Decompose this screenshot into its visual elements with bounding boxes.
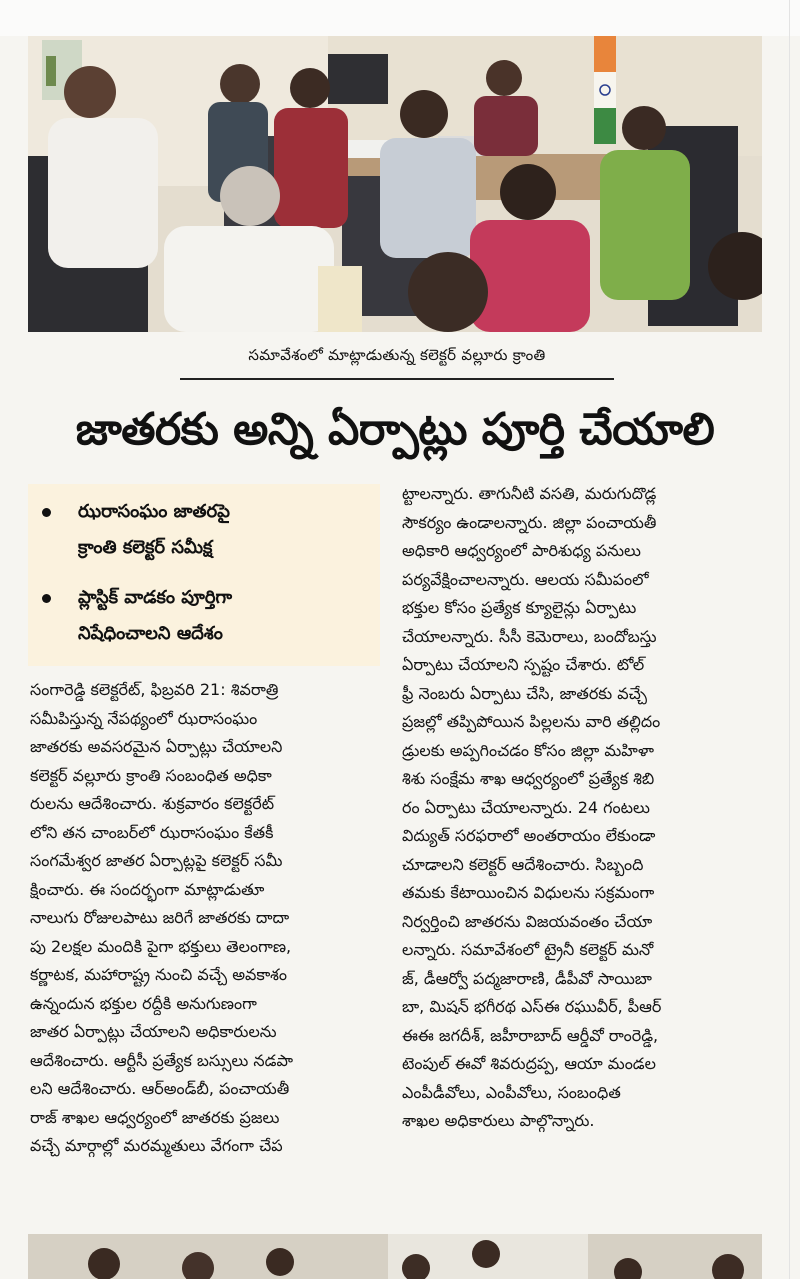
- body-line: డ్రులకు అప్పగించడం కోసం జిల్లా మహిళా: [402, 740, 654, 760]
- highlight-line: క్రాంతి కలెక్టర్ సమీక్ష: [78, 537, 213, 558]
- body-line: ఆదేశించారు. ఆర్టీసీ ప్రత్యేక బస్సులు నడపా: [30, 1050, 293, 1070]
- body-line: వచ్చే మార్గాల్లో మరమ్మతులు వేగంగా చేప: [30, 1136, 283, 1155]
- body-line: అధికారి ఆధ్వర్యంలో పారిశుధ్య పనులు: [402, 541, 641, 560]
- highlight-line: నిషేధించాలని ఆదేశం: [78, 623, 223, 644]
- body-line: బా, మిషన్ భగీరథ ఎస్ఈ రఘువీర్, పీఆర్: [402, 997, 662, 1016]
- body-line: నిర్వర్తించి జాతరను విజయవంతం చేయా: [402, 911, 653, 931]
- bullet-icon: [42, 594, 51, 603]
- body-line: ట్టాలన్నారు. తాగునీటి వసతి, మరుగుదొడ్ల: [402, 484, 657, 503]
- highlight-line: ప్లాస్టిక్ వాడకం పూర్తిగా: [78, 587, 233, 608]
- body-line: ఏర్పాటు చేయాలని స్పష్టం చేశారు. టోల్: [402, 655, 645, 674]
- bullet-icon: [42, 508, 51, 517]
- body-line: పర్యవేక్షించాలన్నారు. ఆలయ సమీపంలో: [402, 569, 649, 589]
- body-line: సౌకర్యం ఉండాలన్నారు. జిల్లా పంచాయతీ: [402, 512, 657, 532]
- body-line: నాలుగు రోజులపాటు జరిగే జాతరకు దాదా: [30, 908, 290, 927]
- body-line: చూడాలని కలెక్టర్ ఆదేశించారు. సిబ్బంది: [402, 854, 644, 874]
- body-line: రం ఏర్పాటు చేయాలన్నారు. 24 గంటలు: [402, 797, 650, 817]
- body-line: ఉన్నందున భక్తుల రద్దీకి అనుగుణంగా: [30, 993, 257, 1013]
- body-line: చేయాలన్నారు. సీసీ కెమెరాలు, బందోబస్తు: [402, 626, 657, 646]
- page-top-margin: [0, 0, 800, 36]
- second-meeting-photo: [28, 1234, 762, 1279]
- body-line: ఫ్రీ నెంబరు ఏర్పాటు చేసి, జాతరకు వచ్చే: [402, 683, 648, 703]
- body-line: లన్నారు. సమావేశంలో ట్రైనీ కలెక్టర్ మనో: [402, 940, 654, 959]
- body-line: టెంపుల్ ఈవో శివరుద్రప్ప, ఆయా మండల: [402, 1054, 656, 1073]
- body-line: సంగమేశ్వర జాతర ఏర్పాట్లపై కలెక్టర్ సమీ: [30, 851, 283, 870]
- body-line: లని ఆదేశించారు. ఆర్‌అండ్‌బీ, పంచాయతీ: [30, 1079, 290, 1098]
- body-line: సమీపిస్తున్న నేపథ్యంలో ఝరాసంఘం: [30, 708, 258, 728]
- body-line: క్షించారు. ఈ సందర్భంగా మాట్లాడుతూ: [30, 879, 265, 899]
- body-line: రాజ్ శాఖల ఆధ్వర్యంలో జాతరకు ప్రజలు: [30, 1107, 280, 1127]
- column-rule: [789, 0, 790, 1279]
- meeting-photo: [28, 36, 762, 332]
- body-line: జాతర ఏర్పాట్లు చేయాలని అధికారులను: [30, 1022, 277, 1041]
- body-line: విద్యుత్ సరఫరాలో అంతరాయం లేకుండా: [402, 826, 656, 845]
- body-line: కర్ణాటక, మహారాష్ట్ర నుంచి వచ్చే అవకాశం: [30, 965, 287, 984]
- headline: జాతరకు అన్ని ఏర్పాట్లు పూర్తి చేయాలి: [75, 404, 715, 455]
- body-line: జాతరకు అవసరమైన ఏర్పాట్లు చేయాలని: [30, 737, 283, 756]
- body-line: తమకు కేటాయించిన విధులను సక్రమంగా: [402, 883, 655, 902]
- highlights-box: [28, 484, 380, 666]
- body-line: ఎంపీడీవోలు, ఎంపీవోలు, సంబంధిత: [402, 1082, 621, 1102]
- body-line: జ్, డీఆర్వో పద్మజారాణి, డీపీవో సాయిబా: [402, 968, 652, 988]
- highlight-line: ఝరాసంఘం జాతరపై: [78, 501, 230, 522]
- body-line: ఈఈ జగదీశ్, జహీరాబాద్ ఆర్డీవో రాంరెడ్డి,: [402, 1025, 659, 1045]
- body-line: భక్తుల కోసం ప్రత్యేక క్యూలైన్లు ఏర్పాటు: [402, 598, 637, 617]
- body-line: సంగారెడ్డి కలెక్టరేట్, ఫిబ్రవరి 21: శివరాత్రి: [30, 680, 279, 699]
- body-line: లోని తన చాంబర్‌లో ఝరాసంఘం కేతకీ: [30, 822, 274, 842]
- body-line: రులను ఆదేశించారు. శుక్రవారం కలెక్టరేట్: [30, 794, 275, 813]
- body-line: పు 2లక్షల మందికి పైగా భక్తులు తెలంగాణ,: [30, 936, 292, 956]
- photo-caption: సమావేశంలో మాట్లాడుతున్న కలెక్టర్ వల్లూరు క్రాంతి: [180, 338, 614, 380]
- article-body-right: [402, 480, 758, 1136]
- article-body-left: [30, 676, 382, 1161]
- body-line: శిశు సంక్షేమ శాఖ ఆధ్వర్యంలో ప్రత్యేక శిబి: [402, 769, 655, 788]
- body-line: కలెక్టర్ వల్లూరు క్రాంతి సంబంధిత అధికా: [30, 765, 272, 785]
- body-line: శాఖల అధికారులు పాల్గొన్నారు.: [402, 1111, 595, 1130]
- body-line: ప్రజల్లో తప్పిపోయిన పిల్లలను వారి తల్లిదం: [402, 712, 661, 731]
